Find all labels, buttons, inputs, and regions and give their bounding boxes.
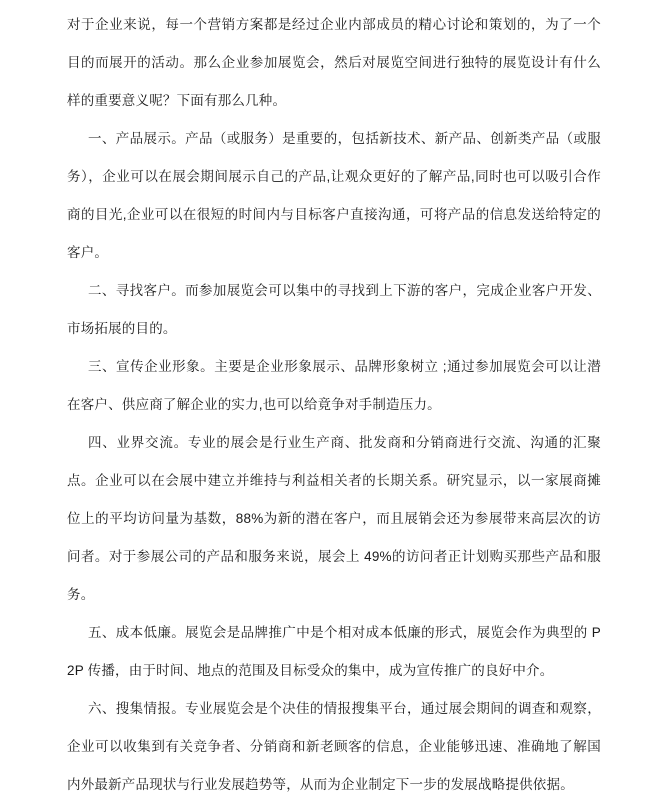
document-body [67, 6, 601, 804]
paragraph-item-6-gather-intelligence: 六、搜集情报。专业展览会是个决佳的情报搜集平台，通过展会期间的调查和观察，企业可以收集到有关竞争者、分销商和新老顾客的信息，企业能够迅速、准确地了解国内外最新产品现状与行业发展趋势等，从而为企业制定下一步的发展战略提供依据。 [67, 701, 601, 792]
paragraph-item-4-industry-exchange: 四、业界交流。专业的展会是行业生产商、批发商和分销商进行交流、沟通的汇聚点。企业可以在会展中建立并维持与利益相关者的长期关系。研究显示，以一家展商摊位上的平均访问量为基数，88%为新的潜在客户，而且展销会还为参展带来高层次的访问者。对于参展公司的产品和服务来说，展会上 49%的访问者正计划购买那些产品和服务。 [67, 435, 601, 602]
paragraph-item-3-corporate-image: 三、宣传企业形象。主要是企业形象展示、品牌形象树立 ;通过参加展览会可以让潜在客户、供应商了解企业的实力,也可以给竟争对手制造压力。 [67, 359, 601, 412]
paragraph-item-2-find-customers: 二、寻找客户。而参加展览会可以集中的寻找到上下游的客户，完成企业客户开发、市场拓展的目的。 [67, 283, 601, 336]
paragraph-item-5-low-cost: 五、成本低廉。展览会是品牌推广中是个相对成本低廉的形式，展览会作为典型的 P2P 传播，由于时间、地点的范围及目标受众的集中，成为宣传推广的良好中介。 [67, 625, 601, 678]
paragraph-intro: 对于企业来说，每一个营销方案都是经过企业内部成员的精心讨论和策划的，为了一个目的而展开的活动。那么企业参加展览会，然后对展览空间进行独特的展览设计有什么样的重要意义呢？下面有那么几种。 [67, 17, 601, 108]
paragraph-item-1-product-display: 一、产品展示。产品（或服务）是重要的，包括新技术、新产品、创新类产品（或服务），企业可以在展会期间展示自己的产品,让观众更好的了解产品,同时也可以吸引合作商的目光,企业可以在很短的时间内与目标客户直接沟通，可将产品的信息发送给特定的客户。 [67, 131, 601, 260]
